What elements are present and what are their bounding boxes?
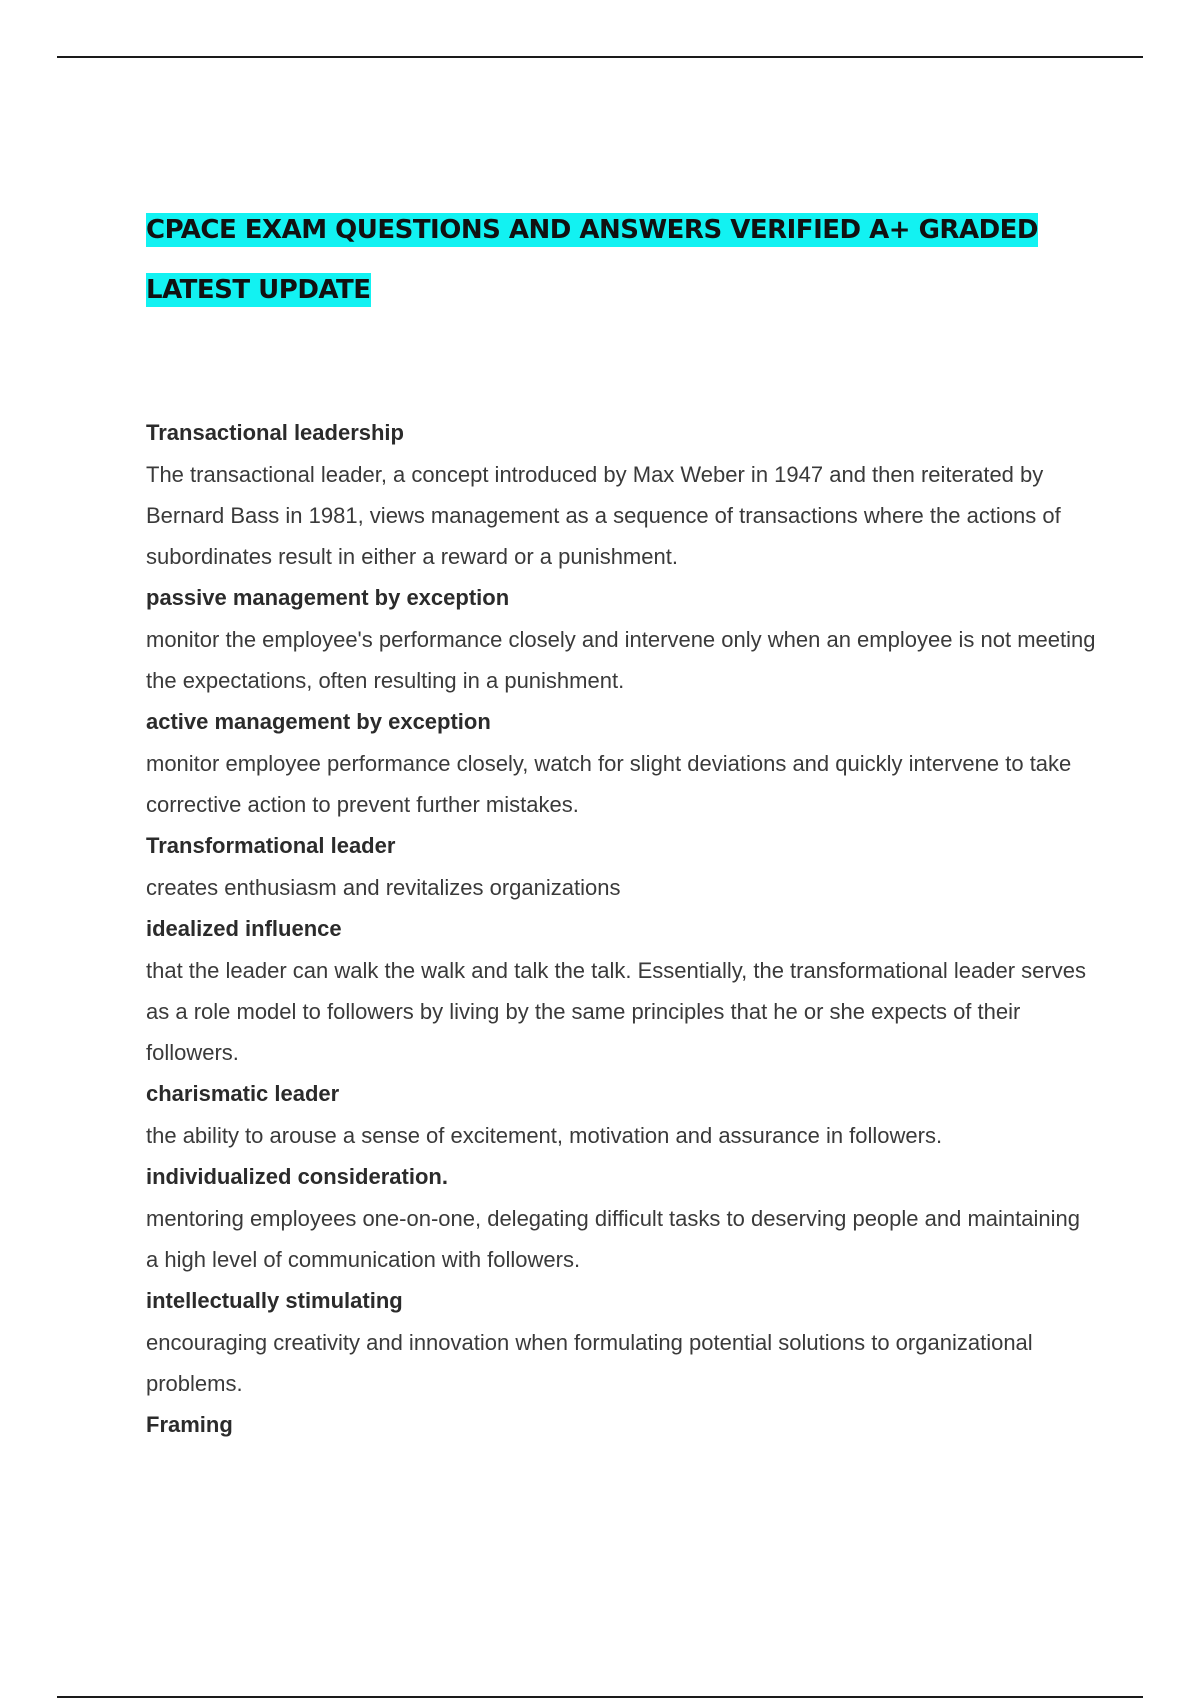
term: individualized consideration. bbox=[146, 1164, 448, 1189]
definition: creates enthusiasm and revitalizes organizations bbox=[146, 875, 621, 900]
entry bbox=[146, 908, 1096, 1073]
term-list bbox=[146, 412, 1096, 1446]
footer-rule bbox=[57, 1696, 1143, 1698]
term: Transactional leadership bbox=[146, 420, 404, 445]
entry bbox=[146, 412, 1096, 577]
definition: monitor the employee's performance closely and intervene only when an employee is not meeting the expectations, often resulting in a punishment. bbox=[146, 627, 1096, 693]
entry bbox=[146, 1156, 1096, 1280]
term: charismatic leader bbox=[146, 1081, 340, 1106]
term: idealized influence bbox=[146, 916, 342, 941]
entry bbox=[146, 577, 1096, 701]
entry bbox=[146, 825, 1096, 908]
definition: encouraging creativity and innovation when formulating potential solutions to organizational problems. bbox=[146, 1330, 1033, 1396]
page-content bbox=[146, 200, 1096, 1446]
term: Transformational leader bbox=[146, 833, 396, 858]
definition: mentoring employees one-on-one, delegating difficult tasks to deserving people and maintaining a high level of communication with followers. bbox=[146, 1206, 1080, 1272]
term: intellectually stimulating bbox=[146, 1288, 403, 1313]
document-title-text: CPACE EXAM QUESTIONS AND ANSWERS VERIFIED A+ GRADED LATEST UPDATE bbox=[146, 215, 1039, 305]
definition: that the leader can walk the walk and talk the talk. Essentially, the transformational leader serves as a role model to followers by living by the same principles that he or she expects of their followers. bbox=[146, 958, 1086, 1065]
document-title bbox=[146, 200, 1096, 320]
entry bbox=[146, 1073, 1096, 1156]
term: active management by exception bbox=[146, 709, 491, 734]
term: passive management by exception bbox=[146, 585, 510, 610]
header-rule bbox=[57, 56, 1143, 58]
definition: monitor employee performance closely, watch for slight deviations and quickly intervene to take corrective action to prevent further mistakes. bbox=[146, 751, 1072, 817]
entry bbox=[146, 701, 1096, 825]
definition: The transactional leader, a concept introduced by Max Weber in 1947 and then reiterated by Bernard Bass in 1981, views management as a sequence of transactions where the actions of subordinates result in either a reward or a punishment. bbox=[146, 462, 1061, 569]
definition: the ability to arouse a sense of excitement, motivation and assurance in followers. bbox=[146, 1123, 943, 1148]
entry bbox=[146, 1404, 1096, 1446]
entry bbox=[146, 1280, 1096, 1404]
term: Framing bbox=[146, 1412, 233, 1437]
